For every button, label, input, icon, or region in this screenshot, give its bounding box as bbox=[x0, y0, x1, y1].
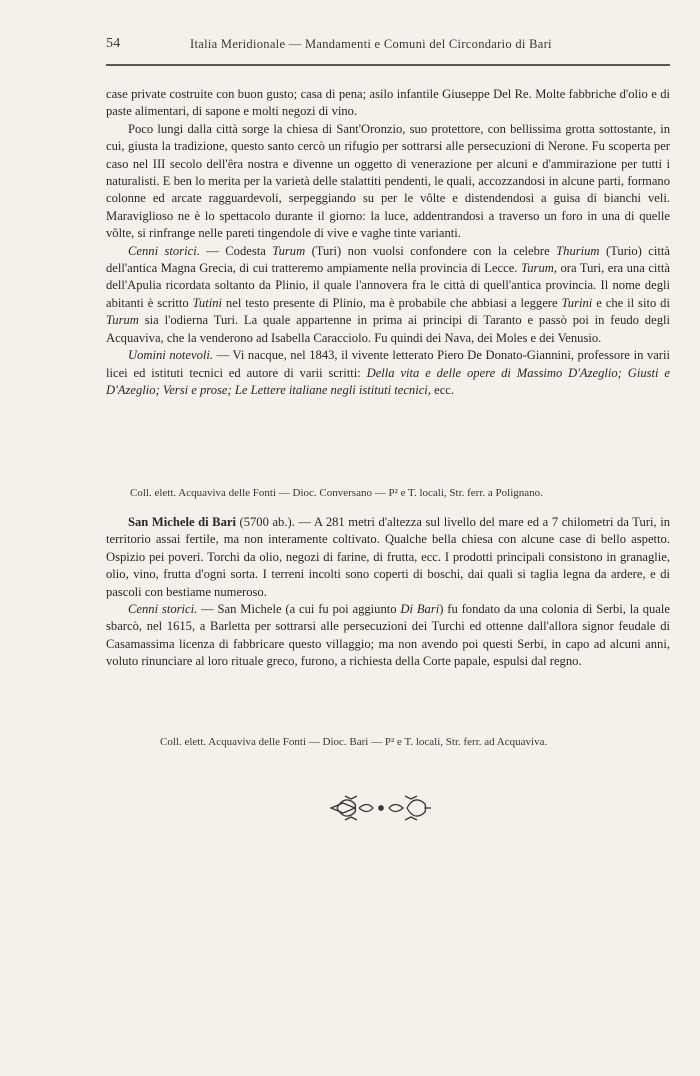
turi-paragraph-continuation: case private costruite con buon gusto; casa di pena; asilo infantile Giuseppe Del Re. Molte fabbriche d'olio e di paste alimentari, di sapone e molti negozi di vino. bbox=[106, 87, 670, 119]
turi-cenni-storici: Cenni storici. — Codesta Turum (Turi) non vuolsi confondere con la celebre Thurium (Turio) città dell'antica Magna Grecia, di cui tratteremo ampiamente nella provincia di Lecce. Turum, ora Turi, era una città dell'Apulia ricordata soltanto da Plinio, il quale l'annovera fra le città di quell'antica provincia. Il nome degli abitanti è scritto Tutini nel testo presente di Plinio, ma è probabile che abbiasi a leggere Turini e che il sito di Turum sia l'odierna Turi. La quale appartenne in prima ai principi di Taranto e passò poi in feudo degli Acquaviva, che la venderono ad Isabella Caracciolo. Fu quindi dei Nava, dei Moles e dei Venusio. bbox=[106, 243, 670, 345]
page-number: 54 bbox=[106, 36, 121, 51]
turi-paragraph-oronzio: Poco lungi dalla città sorge la chiesa di Sant'Oronzio, suo protettore, con bellissima grotta sottostante, in cui, giusta la tradizione, questo santo cercò un rifugio per sottrarsi alle persecuzioni di Nerone. Fu scoperta per caso nel III secolo dell'êra nostra e divenne un oggetto di venerazione per alcuni e d'ammirazione per tutti i naturalisti. E ben lo merita per la varietà delle stalattiti pendenti, le quali, accozzandosi in alcune parti, formano colonne ed arcate ragguardevoli, serpeggiando su per le vôlte e distendendosi a guisa di bianchi veli. Maraviglioso ne è lo spettacolo durante il giorno: la luce, addentrandosi a traverso un foro in una di quelle vôlte, si rinfrange nelle pareti tingendole di vive e vaghe tinte varianti. bbox=[106, 121, 670, 241]
section-label: Uomini notevoli. bbox=[128, 348, 214, 363]
san-michele-description: San Michele di Bari (5700 ab.). — A 281 metri d'altezza sul livello del mare ed a 7 chilometri da Turi, in territorio assai fertile, ma non interamente coltivato. Qualche bella chiesa con alcune case di bello aspetto. Ospizio pei poveri. Torchi da olio, negozi di farine, di frutta, ecc. I prodotti principali consistono in granaglie, olio, vino, frutta d'ogni sorta. I terreni incolti sono coperti di boschi, dai quali si taglia legna da ardere, e di pascoli con bestiame numeroso. bbox=[106, 515, 670, 599]
turi-uomini-notevoli: Uomini notevoli. — Vi nacque, nel 1843, il vivente letterato Piero De Donato-Giannini, professore in varii licei ed istituti tecnici ed autore di varii scritti: Della vita e delle opere di Massimo D'Azeglio; Giusti e D'Azeglio; Versi e prose; Le Lettere italiane negli istituti tecnici, ecc. bbox=[106, 348, 670, 397]
fleuron-ornament-icon bbox=[329, 793, 433, 823]
san-michele-cenni-storici: Cenni storici. — San Michele (a cui fu poi aggiunto Di Bari) fu fondato da una colonia di Serbi, la quale sbarcò, nel 1615, a Barletta per sottrarsi alle persecuzioni dei Turchi ed ottenne dall'allora signor feudale di Casamassima licenza di fabbricare questo villaggio; ma non avendo poi questi Serbi, in capo ad alcuni anni, voluto rinunciare al loro rituale greco, furono, a richiesta della Corte papale, espulsi dal regno. bbox=[106, 602, 670, 669]
turi-section bbox=[106, 86, 670, 399]
san-michele-section bbox=[106, 514, 670, 671]
turi-collegio-line: Coll. elett. Acquaviva delle Fonti — Dioc. Conversano — P² e T. locali, Str. ferr. a Polignano. bbox=[130, 487, 543, 499]
section-label: Cenni storici. bbox=[128, 602, 198, 617]
san-michele-collegio-line: Coll. elett. Acquaviva delle Fonti — Dioc. Bari — P² e T. locali, Str. ferr. ad Acquaviva. bbox=[160, 736, 548, 748]
header-rule bbox=[106, 64, 670, 66]
running-title: Italia Meridionale — Mandamenti e Comuni del Circondario di Bari bbox=[190, 37, 552, 51]
section-label: Cenni storici. bbox=[128, 243, 200, 258]
entry-heading: San Michele di Bari bbox=[128, 515, 236, 529]
